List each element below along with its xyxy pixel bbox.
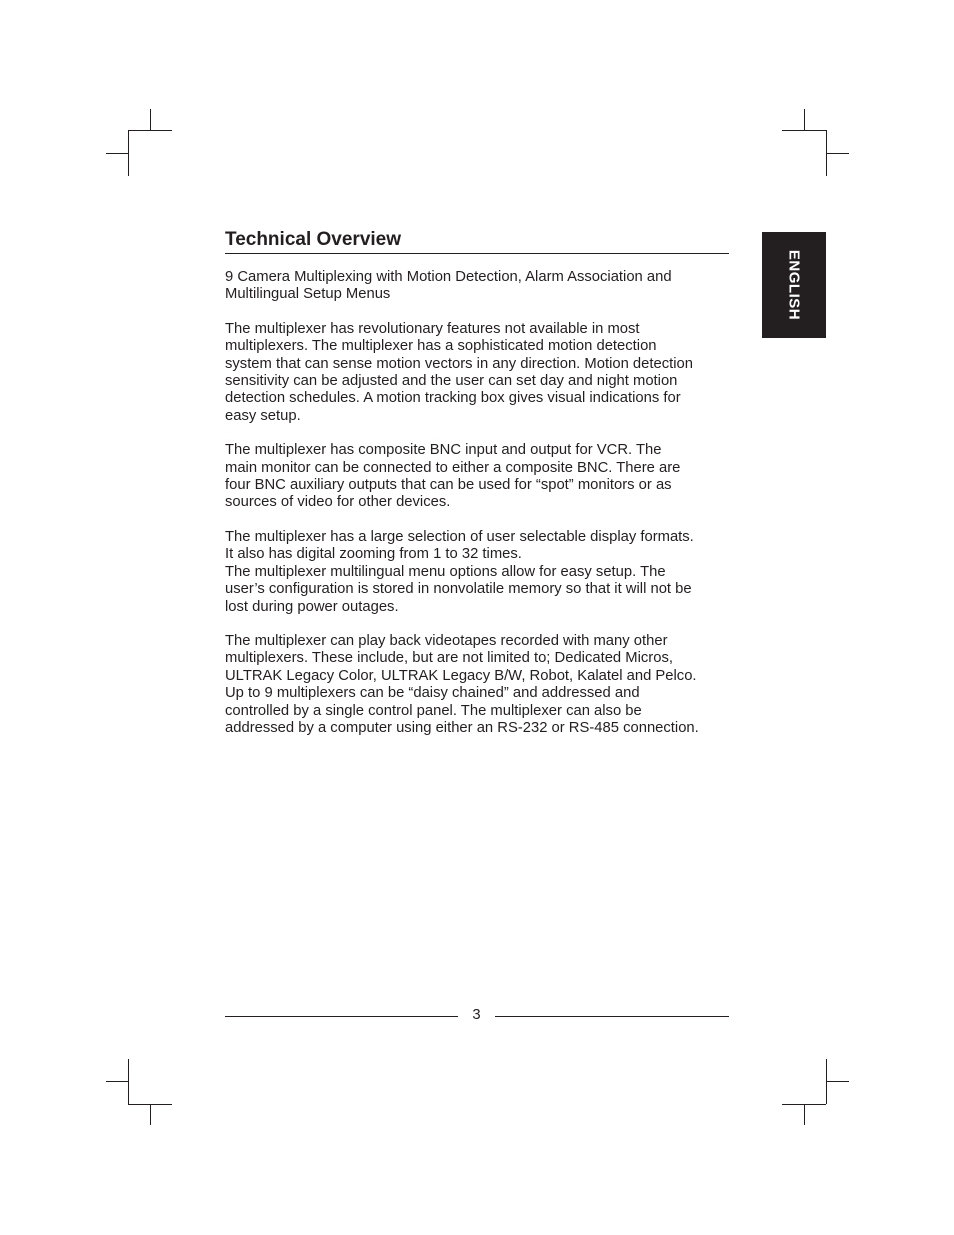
footer-rule-right: [495, 1016, 729, 1017]
text-line: The multiplexer has a large selection of user selectable display formats.: [225, 528, 694, 545]
crop-mark-top-left-vertical-2: [128, 130, 129, 176]
text-line: Multilingual Setup Menus: [225, 286, 391, 303]
paragraph-intro: [225, 269, 729, 304]
language-tab: [762, 232, 826, 338]
text-line: sources of video for other devices.: [225, 494, 451, 511]
crop-mark-bottom-left-horizontal: [106, 1081, 128, 1082]
text-line: The multiplexer has revolutionary features not available in most: [225, 320, 640, 337]
crop-mark-top-left-vertical: [150, 109, 151, 130]
text-line: four BNC auxiliary outputs that can be used for “spot” monitors or as: [225, 477, 672, 494]
text-line: detection schedules. A motion tracking box gives visual indications for: [225, 390, 681, 407]
paragraph-playback-compatibility: [225, 633, 729, 737]
section-heading: Technical Overview: [225, 229, 402, 250]
text-line: multiplexers. The multiplexer has a sophisticated motion detection: [225, 338, 657, 355]
text-line: The multiplexer has composite BNC input and output for VCR. The: [225, 442, 662, 459]
crop-mark-top-left-horizontal-2: [106, 153, 128, 154]
text-line: main monitor can be connected to either a composite BNC. There are: [225, 459, 681, 476]
crop-mark-bottom-right-vertical-2: [804, 1104, 805, 1125]
crop-mark-top-right-horizontal-2: [827, 153, 849, 154]
text-line: Up to 9 multiplexers can be “daisy chained” and addressed and: [225, 685, 640, 702]
crop-mark-bottom-right-horizontal: [827, 1081, 849, 1082]
text-line: The multiplexer multilingual menu options allow for easy setup. The: [225, 563, 666, 580]
text-line: sensitivity can be adjusted and the user can set day and night motion: [225, 373, 678, 390]
text-line: system that can sense motion vectors in any direction. Motion detection: [225, 355, 693, 372]
text-line: 9 Camera Multiplexing with Motion Detection, Alarm Association and: [225, 269, 672, 285]
paragraph-display-formats: [225, 529, 729, 616]
text-line: It also has digital zooming from 1 to 32 times.: [225, 546, 522, 563]
crop-mark-top-left-horizontal: [129, 130, 172, 131]
footer-rule-left: [225, 1016, 458, 1017]
page-number: 3: [472, 1007, 481, 1023]
paragraph-motion-detection: [225, 321, 729, 425]
heading-underline: [225, 253, 729, 254]
crop-mark-bottom-left-vertical-2: [150, 1104, 151, 1125]
text-line: addressed by a computer using either an RS-232 or RS-485 connection.: [225, 719, 699, 736]
body-text: [225, 269, 729, 754]
crop-mark-bottom-left-vertical: [128, 1059, 129, 1104]
text-line: multiplexers. These include, but are not limited to; Dedicated Micros,: [225, 650, 673, 667]
text-line: The multiplexer can play back videotapes recorded with many other: [225, 632, 668, 649]
text-line: user’s configuration is stored in nonvolatile memory so that it will not be: [225, 581, 692, 598]
text-line: ULTRAK Legacy Color, ULTRAK Legacy B/W, Robot, Kalatel and Pelco.: [225, 667, 697, 684]
paragraph-bnc-io: [225, 442, 729, 512]
crop-mark-top-right-vertical: [804, 109, 805, 130]
text-line: lost during power outages.: [225, 598, 399, 615]
language-tab-label: ENGLISH: [785, 249, 803, 321]
crop-mark-top-right-horizontal: [782, 130, 826, 131]
text-line: easy setup.: [225, 407, 301, 424]
text-line: controlled by a single control panel. The multiplexer can also be: [225, 702, 642, 719]
